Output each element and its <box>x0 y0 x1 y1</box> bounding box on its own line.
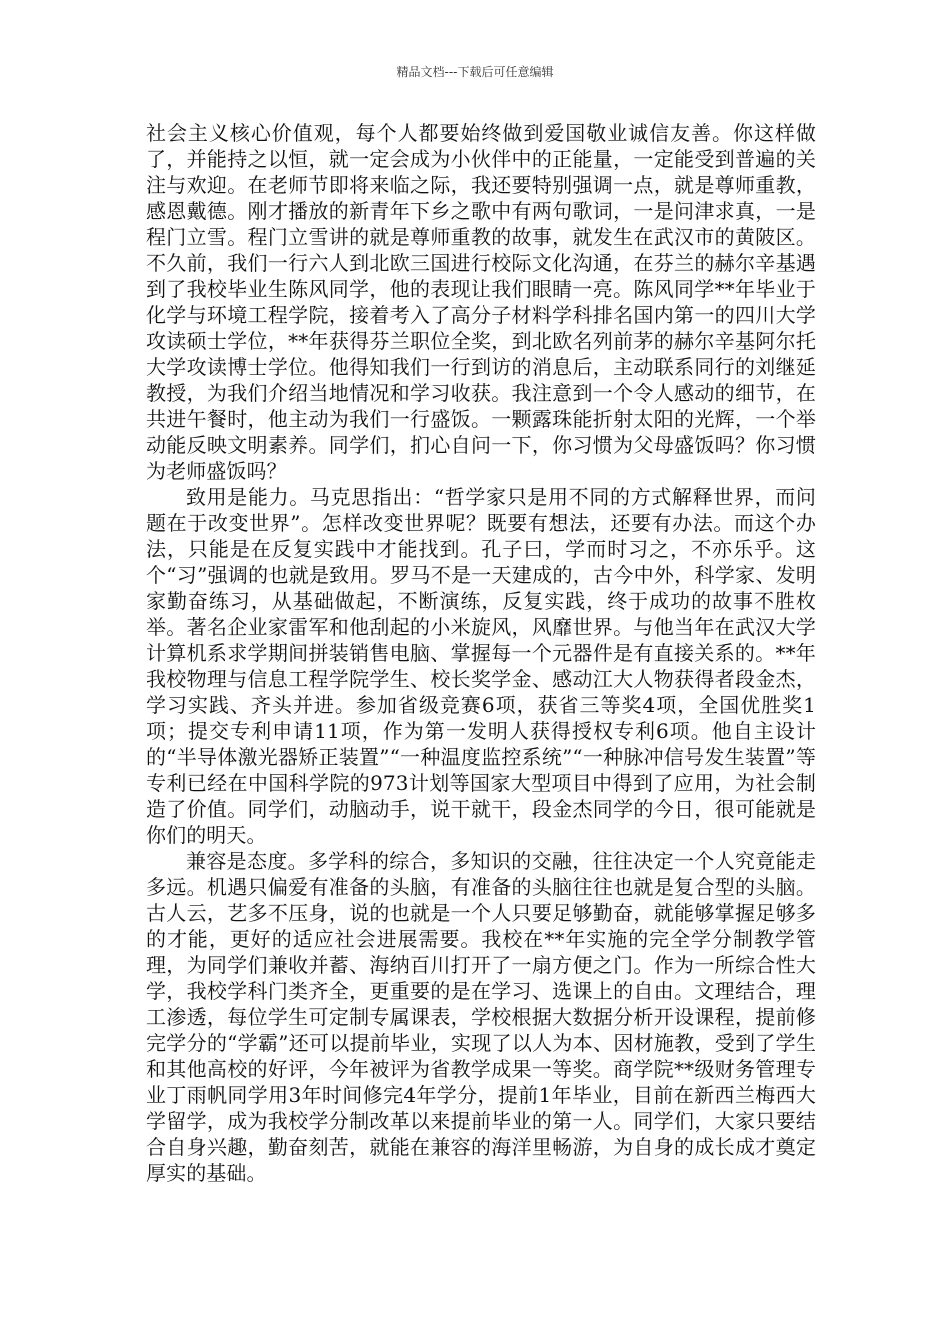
page-header: 精品文档---下载后可任意编辑 <box>396 65 554 79</box>
paragraph-2: 致用是能力。马克思指出：“哲学家只是用不同的方式解释世界，而问题在于改变世界”。怎样改变世界呢？既要有想法，还要有办法。而这个办法，只能是在反复实践中才能找到。孔子曰，学而时习之，不亦乐乎。这个“习”强调的也就是致用。罗马不是一天建成的，古今中外，科学家、发明家勤奋练习，从基础做起，不断演练，反复实践，终于成功的故事不胜枚举。著名企业家雷军和他刮起的小米旋风，风靡世界。与他当年在武汉大学计算机系求学期间拼装销售电脑、掌握每一个元器件是有直接关系的。**年我校物理与信息工程学院学生、校长奖学金、感动江大人物获得者段金杰，学习实践、齐头并进。参加省级竞赛6项，获省三等奖4项，全国优胜奖1项；提交专利申请11项，作为第一发明人获得授权专利6项。他自主设计的“半导体激光器矫正装置”“一种温度监控系统”“一种脉冲信号发生装置”等专利已经在中国科学院的973计划等国家大型项目中得到了应用，为社会制造了价值。同学们，动脑动手，说干就干，段金杰同学的今日，很可能就是你们的明天。 <box>146 485 816 847</box>
paragraph-1: 社会主义核心价值观，每个人都要始终做到爱国敬业诚信友善。你这样做了，并能持之以恒，就一定会成为小伙伴中的正能量，一定能受到普遍的关注与欢迎。在老师节即将来临之际，我还要特别强调一点，就是尊师重教，感恩戴德。刚才播放的新青年下乡之歌中有两句歌词，一是问津求真，一是程门立雪。程门立雪讲的就是尊师重教的故事，就发生在武汉市的黄陂区。不久前，我们一行六人到北欧三国进行校际文化沟通，在芬兰的赫尔辛基遇到了我校毕业生陈风同学，他的表现让我们眼睛一亮。陈风同学**年毕业于化学与环境工程学院，接着考入了高分子材料学科排名国内第一的四川大学攻读硕士学位，**年获得芬兰职位全奖，到北欧名列前茅的赫尔辛基阿尔托大学攻读博士学位。他得知我们一行到访的消息后，主动联系同行的刘继延教授，为我们介绍当地情况和学习收获。我注意到一个令人感动的细节，在共进午餐时，他主动为我们一行盛饭。一颗露珠能折射太阳的光辉，一个举动能反映文明素养。同学们，扪心自问一下，你习惯为父母盛饭吗？你习惯为老师盛饭吗？ <box>146 121 816 483</box>
document-body <box>146 120 816 1186</box>
paragraph-3: 兼容是态度。多学科的综合，多知识的交融，往往决定一个人究竟能走多远。机遇只偏爱有准备的头脑，有准备的头脑往往也就是复合型的头脑。古人云，艺多不压身，说的也就是一个人只要足够勤奋，就能够掌握足够多的才能，更好的适应社会进展需要。我校在**年实施的完全学分制教学管理，为同学们兼收并蓄、海纳百川打开了一扇方便之门。作为一所综合性大学，我校学科门类齐全，更重要的是在学习、选课上的自由。文理结合，理工渗透，每位学生可定制专属课表，学校根据大数据分析开设课程，提前修完学分的“学霸”还可以提前毕业，实现了以人为本、因材施教，受到了学生和其他高校的好评，今年被评为省教学成果一等奖。商学院**级财务管理专业丁雨帆同学用3年时间修完4年学分，提前1年毕业，目前在新西兰梅西大学留学，成为我校学分制改革以来提前毕业的第一人。同学们，大家只要结合自身兴趣，勤奋刻苦，就能在兼容的海洋里畅游，为自身的成长成才奠定厚实的基础。 <box>146 849 816 1185</box>
